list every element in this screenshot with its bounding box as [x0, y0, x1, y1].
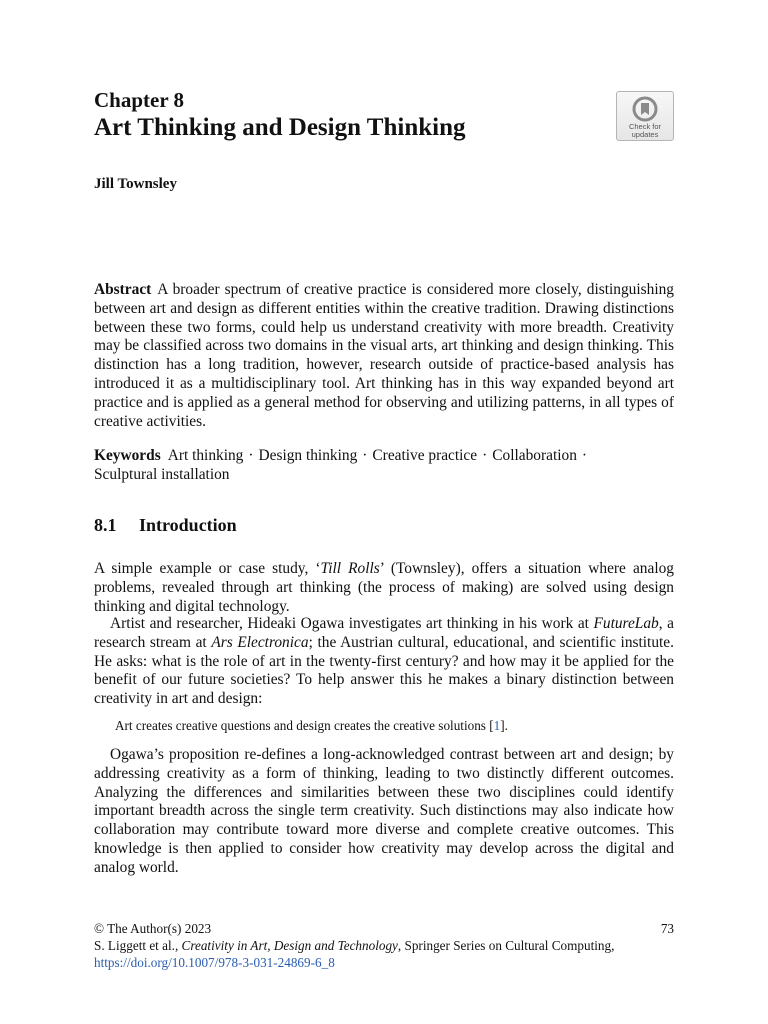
citation-prefix: S. Liggett et al., — [94, 938, 182, 953]
artwork-title: Till Rolls — [320, 560, 380, 577]
author-name: Jill Townsley — [94, 176, 177, 192]
keyword-separator: · — [581, 447, 588, 464]
check-for-updates-badge[interactable] — [616, 91, 674, 141]
keyword: Design thinking — [258, 447, 358, 464]
paragraph-2-text: Artist and researcher, Hideaki Ogawa investigates art thinking in his work at — [110, 615, 594, 632]
abstract-label: Abstract — [94, 281, 152, 298]
keywords — [94, 447, 674, 485]
abstract — [94, 281, 674, 431]
footer — [94, 920, 674, 971]
copyright-notice: © The Author(s) 2023 — [94, 921, 212, 936]
book-title: Creativity in Art, Design and Technology — [181, 938, 398, 953]
keyword-separator: · — [482, 447, 488, 464]
block-quote — [115, 717, 665, 734]
chapter-title: Art Thinking and Design Thinking — [94, 114, 466, 141]
paragraph-1-text: A simple example or case study, ‘ — [94, 560, 321, 577]
keyword: Collaboration — [492, 447, 577, 464]
citation-link[interactable]: 1 — [493, 718, 501, 733]
section-title: Introduction — [139, 515, 237, 535]
ars-electronica-name: Ars Electronica — [211, 633, 309, 651]
citation-suffix: , Springer Series on Cultural Computing, — [397, 938, 615, 953]
keyword-separator: · — [362, 447, 368, 464]
section-heading — [94, 515, 237, 536]
quote-end: ]. — [500, 718, 508, 733]
keywords-label: Keywords — [94, 447, 161, 464]
paragraph-2-text-end: ; the Austrian cultural, educational, and scientific institute. He asks: what is the role of art in the twenty-first century? and how may it be applied for the benefit of our future societies? To help answer this he makes a binary distinction between creativity in art and design: — [94, 633, 674, 708]
quote-text: Art creates creative questions and design creates the creative solutions [ — [115, 718, 494, 733]
badge-text-line2: updates — [631, 130, 659, 139]
keyword: Sculptural installation — [94, 465, 230, 483]
paragraph-3: Ogawa’s proposition re-defines a long-acknowledged contrast between art and design; by addressing creativity as a form of thinking, leading to two distinctly different outcomes. Analyzing the differences and similarities between these two disciplines could identify important breadth across the single term creativity. Such distinctions may also indicate how collaboration may contribute toward more diverse and complete creative outcomes. This knowledge is then applied to consider how creativity may develop across the digital and analog world. — [94, 746, 674, 876]
paragraph-1-text-cont: ’ (Townsley), offers a situation where analog problems, revealed through art thinking (the process of making) are solved using design thinking and digital technology. — [94, 560, 674, 615]
bookmark-ring-icon — [632, 96, 658, 122]
paragraph-2 — [94, 615, 674, 709]
book-citation — [94, 937, 674, 971]
keyword: Art thinking — [167, 447, 244, 464]
chapter-label: Chapter 8 — [94, 88, 185, 112]
abstract-text: A broader spectrum of creative practice is considered more closely, distinguishing between art and design as different entities within the creative tradition. Drawing distinctions between these two forms, could help us understand creativity with more breadth. Creativity may be classified across two domains in the visual arts, art thinking and design thinking. This distinction has a long tradition, however, research outside of practice-based analysis has introduced it as a multidisciplinary tool. Art thinking has in this way expanded beyond art practice and is applied as a general method for observing and utilizing patterns, in all types of creative activities. — [94, 281, 674, 430]
keyword: Creative practice — [372, 447, 478, 464]
paragraph-1 — [94, 560, 674, 616]
doi-link[interactable]: https://doi.org/10.1007/978-3-031-24869-6_8 — [94, 955, 335, 970]
futurelab-name: FutureLab — [593, 615, 659, 632]
keyword-separator: · — [248, 447, 254, 464]
section-number: 8.1 — [94, 515, 117, 535]
badge-text-line1: Check for — [628, 122, 662, 131]
paragraph-2-text-cont: , a research stream at — [94, 615, 674, 651]
page-number: 73 — [660, 921, 674, 936]
